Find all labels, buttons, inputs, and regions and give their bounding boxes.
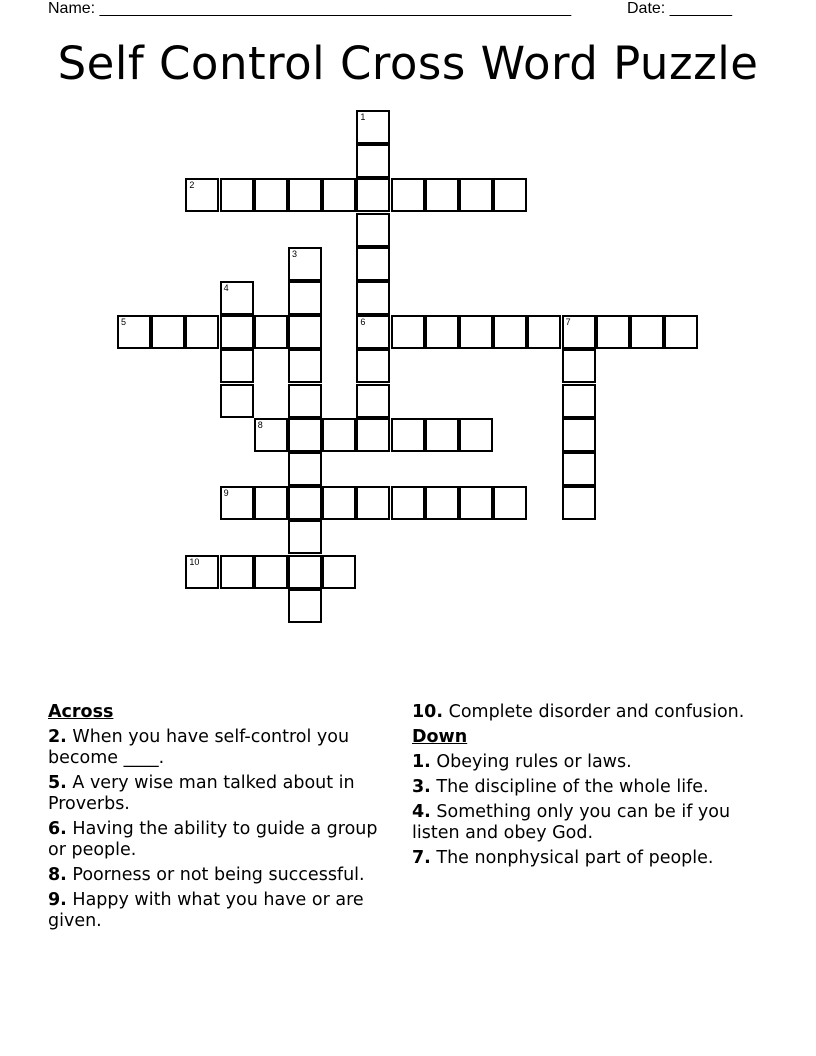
clues-column-left [48, 702, 388, 936]
crossword-cell[interactable] [356, 213, 390, 247]
clue-number-label: 1 [360, 112, 366, 122]
crossword-cell[interactable] [493, 178, 527, 212]
clue-number-label: 5 [121, 317, 127, 328]
crossword-cell[interactable] [356, 178, 390, 212]
crossword-cell[interactable] [562, 384, 596, 418]
crossword-cell[interactable] [288, 281, 322, 315]
crossword-cell[interactable] [391, 418, 425, 452]
crossword-cell[interactable] [254, 178, 288, 212]
crossword-cell[interactable] [288, 349, 322, 383]
crossword-cell[interactable] [493, 486, 527, 520]
clue-across-5: 5. A very wise man talked about in Proverbs. [48, 773, 355, 814]
crossword-cell[interactable] [459, 178, 493, 212]
clue-across-10: 10. Complete disorder and confusion. [412, 702, 745, 722]
crossword-cell[interactable] [356, 110, 390, 144]
clue-number-label: 6 [360, 317, 366, 328]
crossword-cell[interactable] [356, 315, 390, 349]
crossword-cell[interactable] [322, 178, 356, 212]
crossword-cell[interactable] [596, 315, 630, 349]
crossword-cell[interactable] [288, 247, 322, 281]
clue-down-4: 4. Something only you can be if you listen and obey God. [412, 802, 731, 843]
clue-across-2: 2. When you have self-control you become ____. [48, 727, 350, 768]
crossword-cell[interactable] [288, 555, 322, 589]
clue-number-label: 10 [189, 556, 200, 567]
crossword-cell[interactable] [288, 384, 322, 418]
crossword-cell[interactable] [391, 178, 425, 212]
across-heading: Across [48, 702, 114, 722]
clue-across-8: 8. Poorness or not being successful. [48, 865, 365, 885]
crossword-cell[interactable] [288, 486, 322, 520]
clue-across-9: 9. Happy with what you have or are given. [48, 890, 364, 931]
clue-down-3: 3. The discipline of the whole life. [412, 777, 709, 797]
name-field-label: Name: _____________________________________________________ [48, 0, 572, 17]
crossword-cell[interactable] [322, 418, 356, 452]
crossword-cell[interactable] [459, 486, 493, 520]
crossword-cell[interactable] [562, 315, 596, 349]
crossword-cell[interactable] [356, 486, 390, 520]
crossword-cell[interactable] [220, 384, 254, 418]
crossword-cell[interactable] [322, 555, 356, 589]
crossword-cell[interactable] [459, 315, 493, 349]
crossword-cell[interactable] [322, 486, 356, 520]
clues-column-right [412, 702, 772, 873]
crossword-cell[interactable] [220, 315, 254, 349]
crossword-cell[interactable] [391, 486, 425, 520]
crossword-cell[interactable] [356, 384, 390, 418]
crossword-cell[interactable] [356, 247, 390, 281]
clue-across-6: 6. Having the ability to guide a group or people. [48, 819, 378, 860]
clue-number-label: 9 [223, 488, 229, 499]
crossword-cell[interactable] [459, 418, 493, 452]
crossword-cell[interactable] [254, 486, 288, 520]
crossword-cell[interactable] [254, 315, 288, 349]
clue-number-label: 2 [189, 180, 195, 191]
crossword-cell[interactable] [288, 520, 322, 554]
crossword-cell[interactable] [220, 178, 254, 212]
crossword-cell[interactable] [493, 315, 527, 349]
crossword-cell[interactable] [425, 418, 459, 452]
crossword-cell[interactable] [527, 315, 561, 349]
crossword-cell[interactable] [288, 178, 322, 212]
clue-down-7: 7. The nonphysical part of people. [412, 848, 714, 868]
crossword-cell[interactable] [425, 178, 459, 212]
crossword-cell[interactable] [356, 281, 390, 315]
clue-number-label: 8 [257, 419, 263, 430]
crossword-cell[interactable] [117, 315, 151, 349]
date-field-label: Date: _______ [627, 0, 732, 17]
crossword-cell[interactable] [562, 349, 596, 383]
crossword-cell[interactable] [220, 486, 254, 520]
crossword-cell[interactable] [356, 144, 390, 178]
clue-number-label: 4 [223, 283, 229, 293]
crossword-cell[interactable] [185, 555, 219, 589]
crossword-cell[interactable] [562, 452, 596, 486]
down-heading: Down [412, 727, 468, 747]
crossword-cell[interactable] [220, 281, 254, 315]
crossword-cell[interactable] [630, 315, 664, 349]
crossword-cell[interactable] [185, 315, 219, 349]
crossword-cell[interactable] [425, 486, 459, 520]
crossword-cell[interactable] [185, 178, 219, 212]
crossword-cell[interactable] [288, 315, 322, 349]
crossword-cell[interactable] [356, 349, 390, 383]
page-title: Self Control Cross Word Puzzle [57, 37, 759, 90]
crossword-cell[interactable] [356, 418, 390, 452]
crossword-cell[interactable] [151, 315, 185, 349]
crossword-cell[interactable] [254, 555, 288, 589]
crossword-cell[interactable] [288, 452, 322, 486]
crossword-cell[interactable] [562, 486, 596, 520]
crossword-cell[interactable] [391, 315, 425, 349]
clue-number-label: 7 [565, 317, 571, 328]
clue-number-label: 3 [292, 248, 298, 259]
crossword-cell[interactable] [220, 555, 254, 589]
crossword-cell[interactable] [220, 349, 254, 383]
crossword-cell[interactable] [425, 315, 459, 349]
crossword-cell[interactable] [664, 315, 698, 349]
crossword-cell[interactable] [288, 589, 322, 623]
crossword-cell[interactable] [562, 418, 596, 452]
clue-down-1: 1. Obeying rules or laws. [412, 752, 632, 772]
crossword-cell[interactable] [254, 418, 288, 452]
crossword-cell[interactable] [288, 418, 322, 452]
